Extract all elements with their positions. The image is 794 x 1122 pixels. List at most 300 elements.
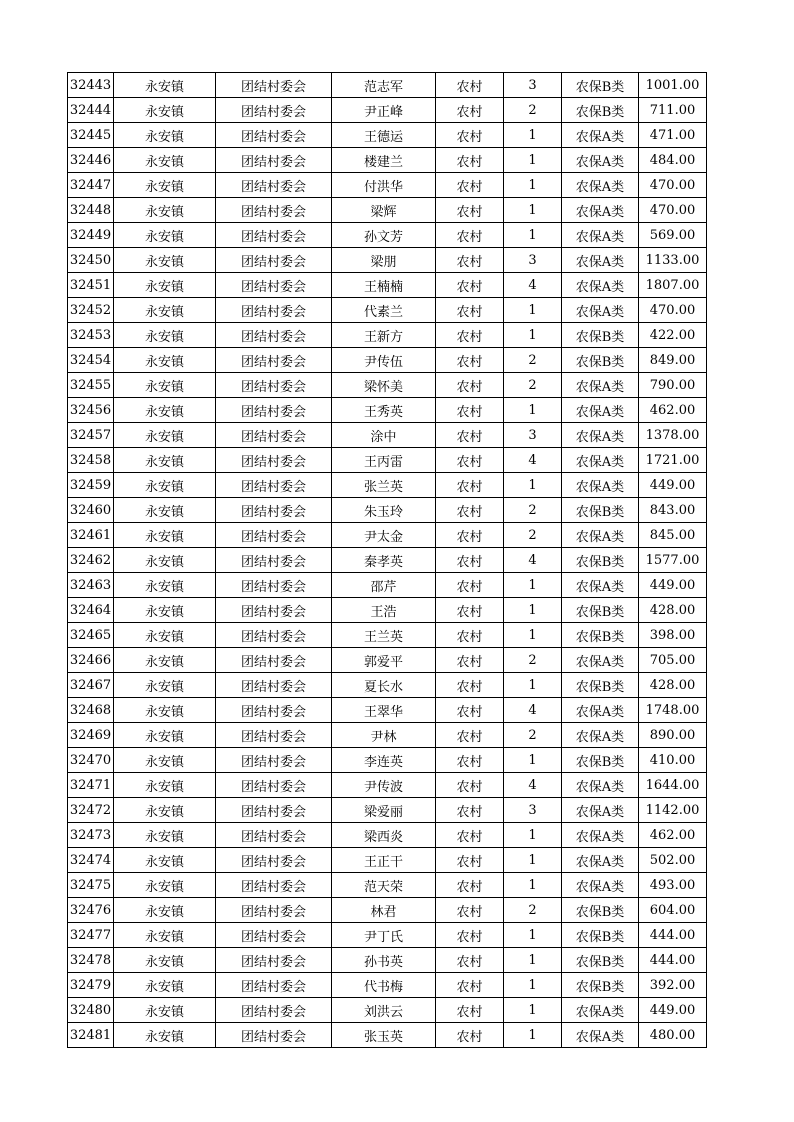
name-cell: 尹太金 bbox=[332, 523, 436, 548]
amount-cell: 705.00 bbox=[639, 648, 707, 673]
table-row bbox=[68, 748, 707, 773]
name-cell: 孙文芳 bbox=[332, 223, 436, 248]
table-row bbox=[68, 698, 707, 723]
record-id-cell: 32468 bbox=[68, 698, 114, 723]
amount-cell: 444.00 bbox=[639, 948, 707, 973]
town-cell: 永安镇 bbox=[114, 448, 216, 473]
amount-cell: 493.00 bbox=[639, 873, 707, 898]
amount-cell: 790.00 bbox=[639, 373, 707, 398]
town-cell: 永安镇 bbox=[114, 1023, 216, 1048]
record-id-cell: 32474 bbox=[68, 848, 114, 873]
area-type-cell: 农村 bbox=[436, 173, 504, 198]
name-cell: 梁辉 bbox=[332, 198, 436, 223]
town-cell: 永安镇 bbox=[114, 898, 216, 923]
insurance-category-cell: 农保A类 bbox=[562, 373, 639, 398]
area-type-cell: 农村 bbox=[436, 398, 504, 423]
amount-cell: 569.00 bbox=[639, 223, 707, 248]
table-row bbox=[68, 873, 707, 898]
committee-cell: 团结村委会 bbox=[216, 648, 332, 673]
insurance-category-cell: 农保A类 bbox=[562, 798, 639, 823]
town-cell: 永安镇 bbox=[114, 673, 216, 698]
town-cell: 永安镇 bbox=[114, 398, 216, 423]
record-id-cell: 32462 bbox=[68, 548, 114, 573]
town-cell: 永安镇 bbox=[114, 773, 216, 798]
town-cell: 永安镇 bbox=[114, 473, 216, 498]
record-id-cell: 32454 bbox=[68, 348, 114, 373]
name-cell: 王新方 bbox=[332, 323, 436, 348]
amount-cell: 1001.00 bbox=[639, 73, 707, 98]
name-cell: 梁西炎 bbox=[332, 823, 436, 848]
record-id-cell: 32478 bbox=[68, 948, 114, 973]
committee-cell: 团结村委会 bbox=[216, 898, 332, 923]
committee-cell: 团结村委会 bbox=[216, 798, 332, 823]
committee-cell: 团结村委会 bbox=[216, 348, 332, 373]
committee-cell: 团结村委会 bbox=[216, 223, 332, 248]
area-type-cell: 农村 bbox=[436, 573, 504, 598]
insurance-category-cell: 农保B类 bbox=[562, 98, 639, 123]
town-cell: 永安镇 bbox=[114, 998, 216, 1023]
committee-cell: 团结村委会 bbox=[216, 598, 332, 623]
town-cell: 永安镇 bbox=[114, 573, 216, 598]
amount-cell: 462.00 bbox=[639, 823, 707, 848]
insurance-category-cell: 农保B类 bbox=[562, 973, 639, 998]
committee-cell: 团结村委会 bbox=[216, 98, 332, 123]
table-row bbox=[68, 848, 707, 873]
insurance-category-cell: 农保A类 bbox=[562, 273, 639, 298]
committee-cell: 团结村委会 bbox=[216, 723, 332, 748]
name-cell: 王兰英 bbox=[332, 623, 436, 648]
table-row bbox=[68, 798, 707, 823]
town-cell: 永安镇 bbox=[114, 948, 216, 973]
name-cell: 郭爱平 bbox=[332, 648, 436, 673]
name-cell: 尹丁氏 bbox=[332, 923, 436, 948]
area-type-cell: 农村 bbox=[436, 73, 504, 98]
committee-cell: 团结村委会 bbox=[216, 248, 332, 273]
table-row bbox=[68, 548, 707, 573]
amount-cell: 1142.00 bbox=[639, 798, 707, 823]
table-row bbox=[68, 973, 707, 998]
insurance-category-cell: 农保B类 bbox=[562, 598, 639, 623]
committee-cell: 团结村委会 bbox=[216, 448, 332, 473]
record-id-cell: 32470 bbox=[68, 748, 114, 773]
name-cell: 王楠楠 bbox=[332, 273, 436, 298]
town-cell: 永安镇 bbox=[114, 323, 216, 348]
name-cell: 范天荣 bbox=[332, 873, 436, 898]
committee-cell: 团结村委会 bbox=[216, 773, 332, 798]
household-count-cell: 2 bbox=[504, 523, 562, 548]
town-cell: 永安镇 bbox=[114, 148, 216, 173]
area-type-cell: 农村 bbox=[436, 973, 504, 998]
household-count-cell: 1 bbox=[504, 998, 562, 1023]
household-count-cell: 1 bbox=[504, 923, 562, 948]
committee-cell: 团结村委会 bbox=[216, 398, 332, 423]
household-count-cell: 2 bbox=[504, 98, 562, 123]
town-cell: 永安镇 bbox=[114, 198, 216, 223]
insurance-category-cell: 农保B类 bbox=[562, 348, 639, 373]
table-body bbox=[68, 73, 707, 1048]
town-cell: 永安镇 bbox=[114, 623, 216, 648]
town-cell: 永安镇 bbox=[114, 523, 216, 548]
amount-cell: 1378.00 bbox=[639, 423, 707, 448]
insurance-category-cell: 农保A类 bbox=[562, 448, 639, 473]
name-cell: 尹林 bbox=[332, 723, 436, 748]
household-count-cell: 1 bbox=[504, 973, 562, 998]
table-row bbox=[68, 723, 707, 748]
name-cell: 王翠华 bbox=[332, 698, 436, 723]
committee-cell: 团结村委会 bbox=[216, 323, 332, 348]
area-type-cell: 农村 bbox=[436, 823, 504, 848]
committee-cell: 团结村委会 bbox=[216, 173, 332, 198]
town-cell: 永安镇 bbox=[114, 723, 216, 748]
area-type-cell: 农村 bbox=[436, 798, 504, 823]
record-id-cell: 32445 bbox=[68, 123, 114, 148]
table-row bbox=[68, 948, 707, 973]
insurance-category-cell: 农保A类 bbox=[562, 248, 639, 273]
record-id-cell: 32458 bbox=[68, 448, 114, 473]
town-cell: 永安镇 bbox=[114, 173, 216, 198]
area-type-cell: 农村 bbox=[436, 473, 504, 498]
table-row bbox=[68, 73, 707, 98]
area-type-cell: 农村 bbox=[436, 673, 504, 698]
area-type-cell: 农村 bbox=[436, 773, 504, 798]
amount-cell: 470.00 bbox=[639, 198, 707, 223]
amount-cell: 843.00 bbox=[639, 498, 707, 523]
name-cell: 付洪华 bbox=[332, 173, 436, 198]
household-count-cell: 2 bbox=[504, 648, 562, 673]
area-type-cell: 农村 bbox=[436, 698, 504, 723]
table-row bbox=[68, 323, 707, 348]
town-cell: 永安镇 bbox=[114, 498, 216, 523]
area-type-cell: 农村 bbox=[436, 623, 504, 648]
insurance-category-cell: 农保A类 bbox=[562, 698, 639, 723]
amount-cell: 462.00 bbox=[639, 398, 707, 423]
insurance-category-cell: 农保A类 bbox=[562, 1023, 639, 1048]
record-id-cell: 32467 bbox=[68, 673, 114, 698]
table-row bbox=[68, 673, 707, 698]
record-id-cell: 32465 bbox=[68, 623, 114, 648]
town-cell: 永安镇 bbox=[114, 973, 216, 998]
area-type-cell: 农村 bbox=[436, 198, 504, 223]
committee-cell: 团结村委会 bbox=[216, 498, 332, 523]
household-count-cell: 4 bbox=[504, 773, 562, 798]
household-count-cell: 1 bbox=[504, 473, 562, 498]
name-cell: 王德运 bbox=[332, 123, 436, 148]
name-cell: 王秀英 bbox=[332, 398, 436, 423]
name-cell: 范志军 bbox=[332, 73, 436, 98]
town-cell: 永安镇 bbox=[114, 648, 216, 673]
household-count-cell: 2 bbox=[504, 498, 562, 523]
insurance-category-cell: 农保A类 bbox=[562, 398, 639, 423]
area-type-cell: 农村 bbox=[436, 598, 504, 623]
committee-cell: 团结村委会 bbox=[216, 523, 332, 548]
record-id-cell: 32443 bbox=[68, 73, 114, 98]
area-type-cell: 农村 bbox=[436, 498, 504, 523]
insurance-category-cell: 农保A类 bbox=[562, 823, 639, 848]
amount-cell: 392.00 bbox=[639, 973, 707, 998]
amount-cell: 1577.00 bbox=[639, 548, 707, 573]
record-id-cell: 32476 bbox=[68, 898, 114, 923]
committee-cell: 团结村委会 bbox=[216, 1023, 332, 1048]
area-type-cell: 农村 bbox=[436, 98, 504, 123]
table-row bbox=[68, 373, 707, 398]
insurance-category-cell: 农保A类 bbox=[562, 573, 639, 598]
insurance-category-cell: 农保A类 bbox=[562, 298, 639, 323]
town-cell: 永安镇 bbox=[114, 73, 216, 98]
committee-cell: 团结村委会 bbox=[216, 948, 332, 973]
name-cell: 代书梅 bbox=[332, 973, 436, 998]
town-cell: 永安镇 bbox=[114, 798, 216, 823]
amount-cell: 428.00 bbox=[639, 673, 707, 698]
committee-cell: 团结村委会 bbox=[216, 548, 332, 573]
insurance-category-cell: 农保A类 bbox=[562, 723, 639, 748]
name-cell: 代素兰 bbox=[332, 298, 436, 323]
committee-cell: 团结村委会 bbox=[216, 573, 332, 598]
insurance-category-cell: 农保B类 bbox=[562, 73, 639, 98]
record-id-cell: 32469 bbox=[68, 723, 114, 748]
table-row bbox=[68, 923, 707, 948]
town-cell: 永安镇 bbox=[114, 248, 216, 273]
insurance-category-cell: 农保A类 bbox=[562, 148, 639, 173]
household-count-cell: 3 bbox=[504, 423, 562, 448]
area-type-cell: 农村 bbox=[436, 348, 504, 373]
record-id-cell: 32450 bbox=[68, 248, 114, 273]
table-row bbox=[68, 623, 707, 648]
amount-cell: 604.00 bbox=[639, 898, 707, 923]
household-count-cell: 4 bbox=[504, 698, 562, 723]
committee-cell: 团结村委会 bbox=[216, 473, 332, 498]
town-cell: 永安镇 bbox=[114, 373, 216, 398]
record-id-cell: 32457 bbox=[68, 423, 114, 448]
insurance-category-cell: 农保A类 bbox=[562, 173, 639, 198]
area-type-cell: 农村 bbox=[436, 948, 504, 973]
amount-cell: 1721.00 bbox=[639, 448, 707, 473]
committee-cell: 团结村委会 bbox=[216, 623, 332, 648]
insurance-category-cell: 农保A类 bbox=[562, 198, 639, 223]
household-count-cell: 1 bbox=[504, 748, 562, 773]
area-type-cell: 农村 bbox=[436, 423, 504, 448]
record-id-cell: 32463 bbox=[68, 573, 114, 598]
household-count-cell: 2 bbox=[504, 898, 562, 923]
record-id-cell: 32446 bbox=[68, 148, 114, 173]
household-count-cell: 3 bbox=[504, 73, 562, 98]
insurance-category-cell: 农保A类 bbox=[562, 848, 639, 873]
area-type-cell: 农村 bbox=[436, 323, 504, 348]
record-id-cell: 32481 bbox=[68, 1023, 114, 1048]
record-id-cell: 32453 bbox=[68, 323, 114, 348]
insurance-category-cell: 农保B类 bbox=[562, 673, 639, 698]
household-count-cell: 1 bbox=[504, 198, 562, 223]
record-id-cell: 32475 bbox=[68, 873, 114, 898]
record-id-cell: 32451 bbox=[68, 273, 114, 298]
household-count-cell: 1 bbox=[504, 598, 562, 623]
amount-cell: 449.00 bbox=[639, 473, 707, 498]
amount-cell: 1133.00 bbox=[639, 248, 707, 273]
record-id-cell: 32444 bbox=[68, 98, 114, 123]
insurance-category-cell: 农保A类 bbox=[562, 873, 639, 898]
name-cell: 刘洪云 bbox=[332, 998, 436, 1023]
amount-cell: 398.00 bbox=[639, 623, 707, 648]
name-cell: 梁爱丽 bbox=[332, 798, 436, 823]
committee-cell: 团结村委会 bbox=[216, 973, 332, 998]
name-cell: 王丙雷 bbox=[332, 448, 436, 473]
record-id-cell: 32480 bbox=[68, 998, 114, 1023]
record-id-cell: 32471 bbox=[68, 773, 114, 798]
record-id-cell: 32459 bbox=[68, 473, 114, 498]
amount-cell: 410.00 bbox=[639, 748, 707, 773]
table-row bbox=[68, 223, 707, 248]
table-row bbox=[68, 598, 707, 623]
record-id-cell: 32466 bbox=[68, 648, 114, 673]
name-cell: 秦孝英 bbox=[332, 548, 436, 573]
insurance-category-cell: 农保B类 bbox=[562, 623, 639, 648]
committee-cell: 团结村委会 bbox=[216, 848, 332, 873]
town-cell: 永安镇 bbox=[114, 923, 216, 948]
town-cell: 永安镇 bbox=[114, 423, 216, 448]
name-cell: 张玉英 bbox=[332, 1023, 436, 1048]
committee-cell: 团结村委会 bbox=[216, 673, 332, 698]
insurance-category-cell: 农保A类 bbox=[562, 773, 639, 798]
table-row bbox=[68, 248, 707, 273]
insurance-category-cell: 农保A类 bbox=[562, 473, 639, 498]
table-row bbox=[68, 173, 707, 198]
table-row bbox=[68, 648, 707, 673]
record-id-cell: 32473 bbox=[68, 823, 114, 848]
town-cell: 永安镇 bbox=[114, 598, 216, 623]
amount-cell: 1748.00 bbox=[639, 698, 707, 723]
town-cell: 永安镇 bbox=[114, 273, 216, 298]
amount-cell: 470.00 bbox=[639, 173, 707, 198]
household-count-cell: 2 bbox=[504, 373, 562, 398]
data-table bbox=[67, 72, 707, 1048]
area-type-cell: 农村 bbox=[436, 898, 504, 923]
household-count-cell: 1 bbox=[504, 173, 562, 198]
name-cell: 邵芹 bbox=[332, 573, 436, 598]
household-count-cell: 1 bbox=[504, 673, 562, 698]
household-count-cell: 4 bbox=[504, 448, 562, 473]
table-row bbox=[68, 898, 707, 923]
area-type-cell: 农村 bbox=[436, 748, 504, 773]
record-id-cell: 32448 bbox=[68, 198, 114, 223]
household-count-cell: 4 bbox=[504, 548, 562, 573]
insurance-category-cell: 农保B类 bbox=[562, 923, 639, 948]
table-row bbox=[68, 473, 707, 498]
town-cell: 永安镇 bbox=[114, 348, 216, 373]
name-cell: 朱玉玲 bbox=[332, 498, 436, 523]
town-cell: 永安镇 bbox=[114, 698, 216, 723]
table-row bbox=[68, 348, 707, 373]
record-id-cell: 32447 bbox=[68, 173, 114, 198]
area-type-cell: 农村 bbox=[436, 148, 504, 173]
committee-cell: 团结村委会 bbox=[216, 373, 332, 398]
table-row bbox=[68, 1023, 707, 1048]
table-row bbox=[68, 98, 707, 123]
committee-cell: 团结村委会 bbox=[216, 923, 332, 948]
area-type-cell: 农村 bbox=[436, 123, 504, 148]
amount-cell: 1807.00 bbox=[639, 273, 707, 298]
name-cell: 李连英 bbox=[332, 748, 436, 773]
table-row bbox=[68, 273, 707, 298]
household-count-cell: 1 bbox=[504, 823, 562, 848]
name-cell: 孙书英 bbox=[332, 948, 436, 973]
area-type-cell: 农村 bbox=[436, 448, 504, 473]
table-row bbox=[68, 573, 707, 598]
insurance-category-cell: 农保B类 bbox=[562, 748, 639, 773]
town-cell: 永安镇 bbox=[114, 823, 216, 848]
area-type-cell: 农村 bbox=[436, 248, 504, 273]
area-type-cell: 农村 bbox=[436, 723, 504, 748]
area-type-cell: 农村 bbox=[436, 548, 504, 573]
insurance-category-cell: 农保A类 bbox=[562, 523, 639, 548]
name-cell: 尹正峰 bbox=[332, 98, 436, 123]
household-count-cell: 1 bbox=[504, 848, 562, 873]
town-cell: 永安镇 bbox=[114, 748, 216, 773]
amount-cell: 890.00 bbox=[639, 723, 707, 748]
insurance-category-cell: 农保B类 bbox=[562, 548, 639, 573]
committee-cell: 团结村委会 bbox=[216, 748, 332, 773]
household-count-cell: 4 bbox=[504, 273, 562, 298]
insurance-category-cell: 农保B类 bbox=[562, 948, 639, 973]
table-row bbox=[68, 998, 707, 1023]
table-row bbox=[68, 148, 707, 173]
record-id-cell: 32479 bbox=[68, 973, 114, 998]
town-cell: 永安镇 bbox=[114, 123, 216, 148]
household-count-cell: 1 bbox=[504, 623, 562, 648]
household-count-cell: 1 bbox=[504, 873, 562, 898]
amount-cell: 711.00 bbox=[639, 98, 707, 123]
household-count-cell: 3 bbox=[504, 798, 562, 823]
name-cell: 涂中 bbox=[332, 423, 436, 448]
table-row bbox=[68, 823, 707, 848]
name-cell: 梁怀美 bbox=[332, 373, 436, 398]
table-row bbox=[68, 523, 707, 548]
committee-cell: 团结村委会 bbox=[216, 873, 332, 898]
household-count-cell: 2 bbox=[504, 348, 562, 373]
amount-cell: 502.00 bbox=[639, 848, 707, 873]
table-row bbox=[68, 773, 707, 798]
household-count-cell: 1 bbox=[504, 148, 562, 173]
amount-cell: 480.00 bbox=[639, 1023, 707, 1048]
area-type-cell: 农村 bbox=[436, 298, 504, 323]
insurance-category-cell: 农保A类 bbox=[562, 223, 639, 248]
area-type-cell: 农村 bbox=[436, 223, 504, 248]
household-count-cell: 1 bbox=[504, 298, 562, 323]
record-id-cell: 32452 bbox=[68, 298, 114, 323]
household-count-cell: 1 bbox=[504, 323, 562, 348]
record-id-cell: 32455 bbox=[68, 373, 114, 398]
area-type-cell: 农村 bbox=[436, 923, 504, 948]
name-cell: 林君 bbox=[332, 898, 436, 923]
amount-cell: 449.00 bbox=[639, 573, 707, 598]
amount-cell: 428.00 bbox=[639, 598, 707, 623]
amount-cell: 470.00 bbox=[639, 298, 707, 323]
record-id-cell: 32461 bbox=[68, 523, 114, 548]
insurance-category-cell: 农保A类 bbox=[562, 998, 639, 1023]
insurance-category-cell: 农保A类 bbox=[562, 648, 639, 673]
area-type-cell: 农村 bbox=[436, 1023, 504, 1048]
area-type-cell: 农村 bbox=[436, 648, 504, 673]
area-type-cell: 农村 bbox=[436, 273, 504, 298]
household-count-cell: 1 bbox=[504, 1023, 562, 1048]
record-id-cell: 32456 bbox=[68, 398, 114, 423]
committee-cell: 团结村委会 bbox=[216, 998, 332, 1023]
record-id-cell: 32464 bbox=[68, 598, 114, 623]
household-count-cell: 1 bbox=[504, 398, 562, 423]
area-type-cell: 农村 bbox=[436, 848, 504, 873]
area-type-cell: 农村 bbox=[436, 998, 504, 1023]
household-count-cell: 3 bbox=[504, 248, 562, 273]
area-type-cell: 农村 bbox=[436, 873, 504, 898]
amount-cell: 845.00 bbox=[639, 523, 707, 548]
